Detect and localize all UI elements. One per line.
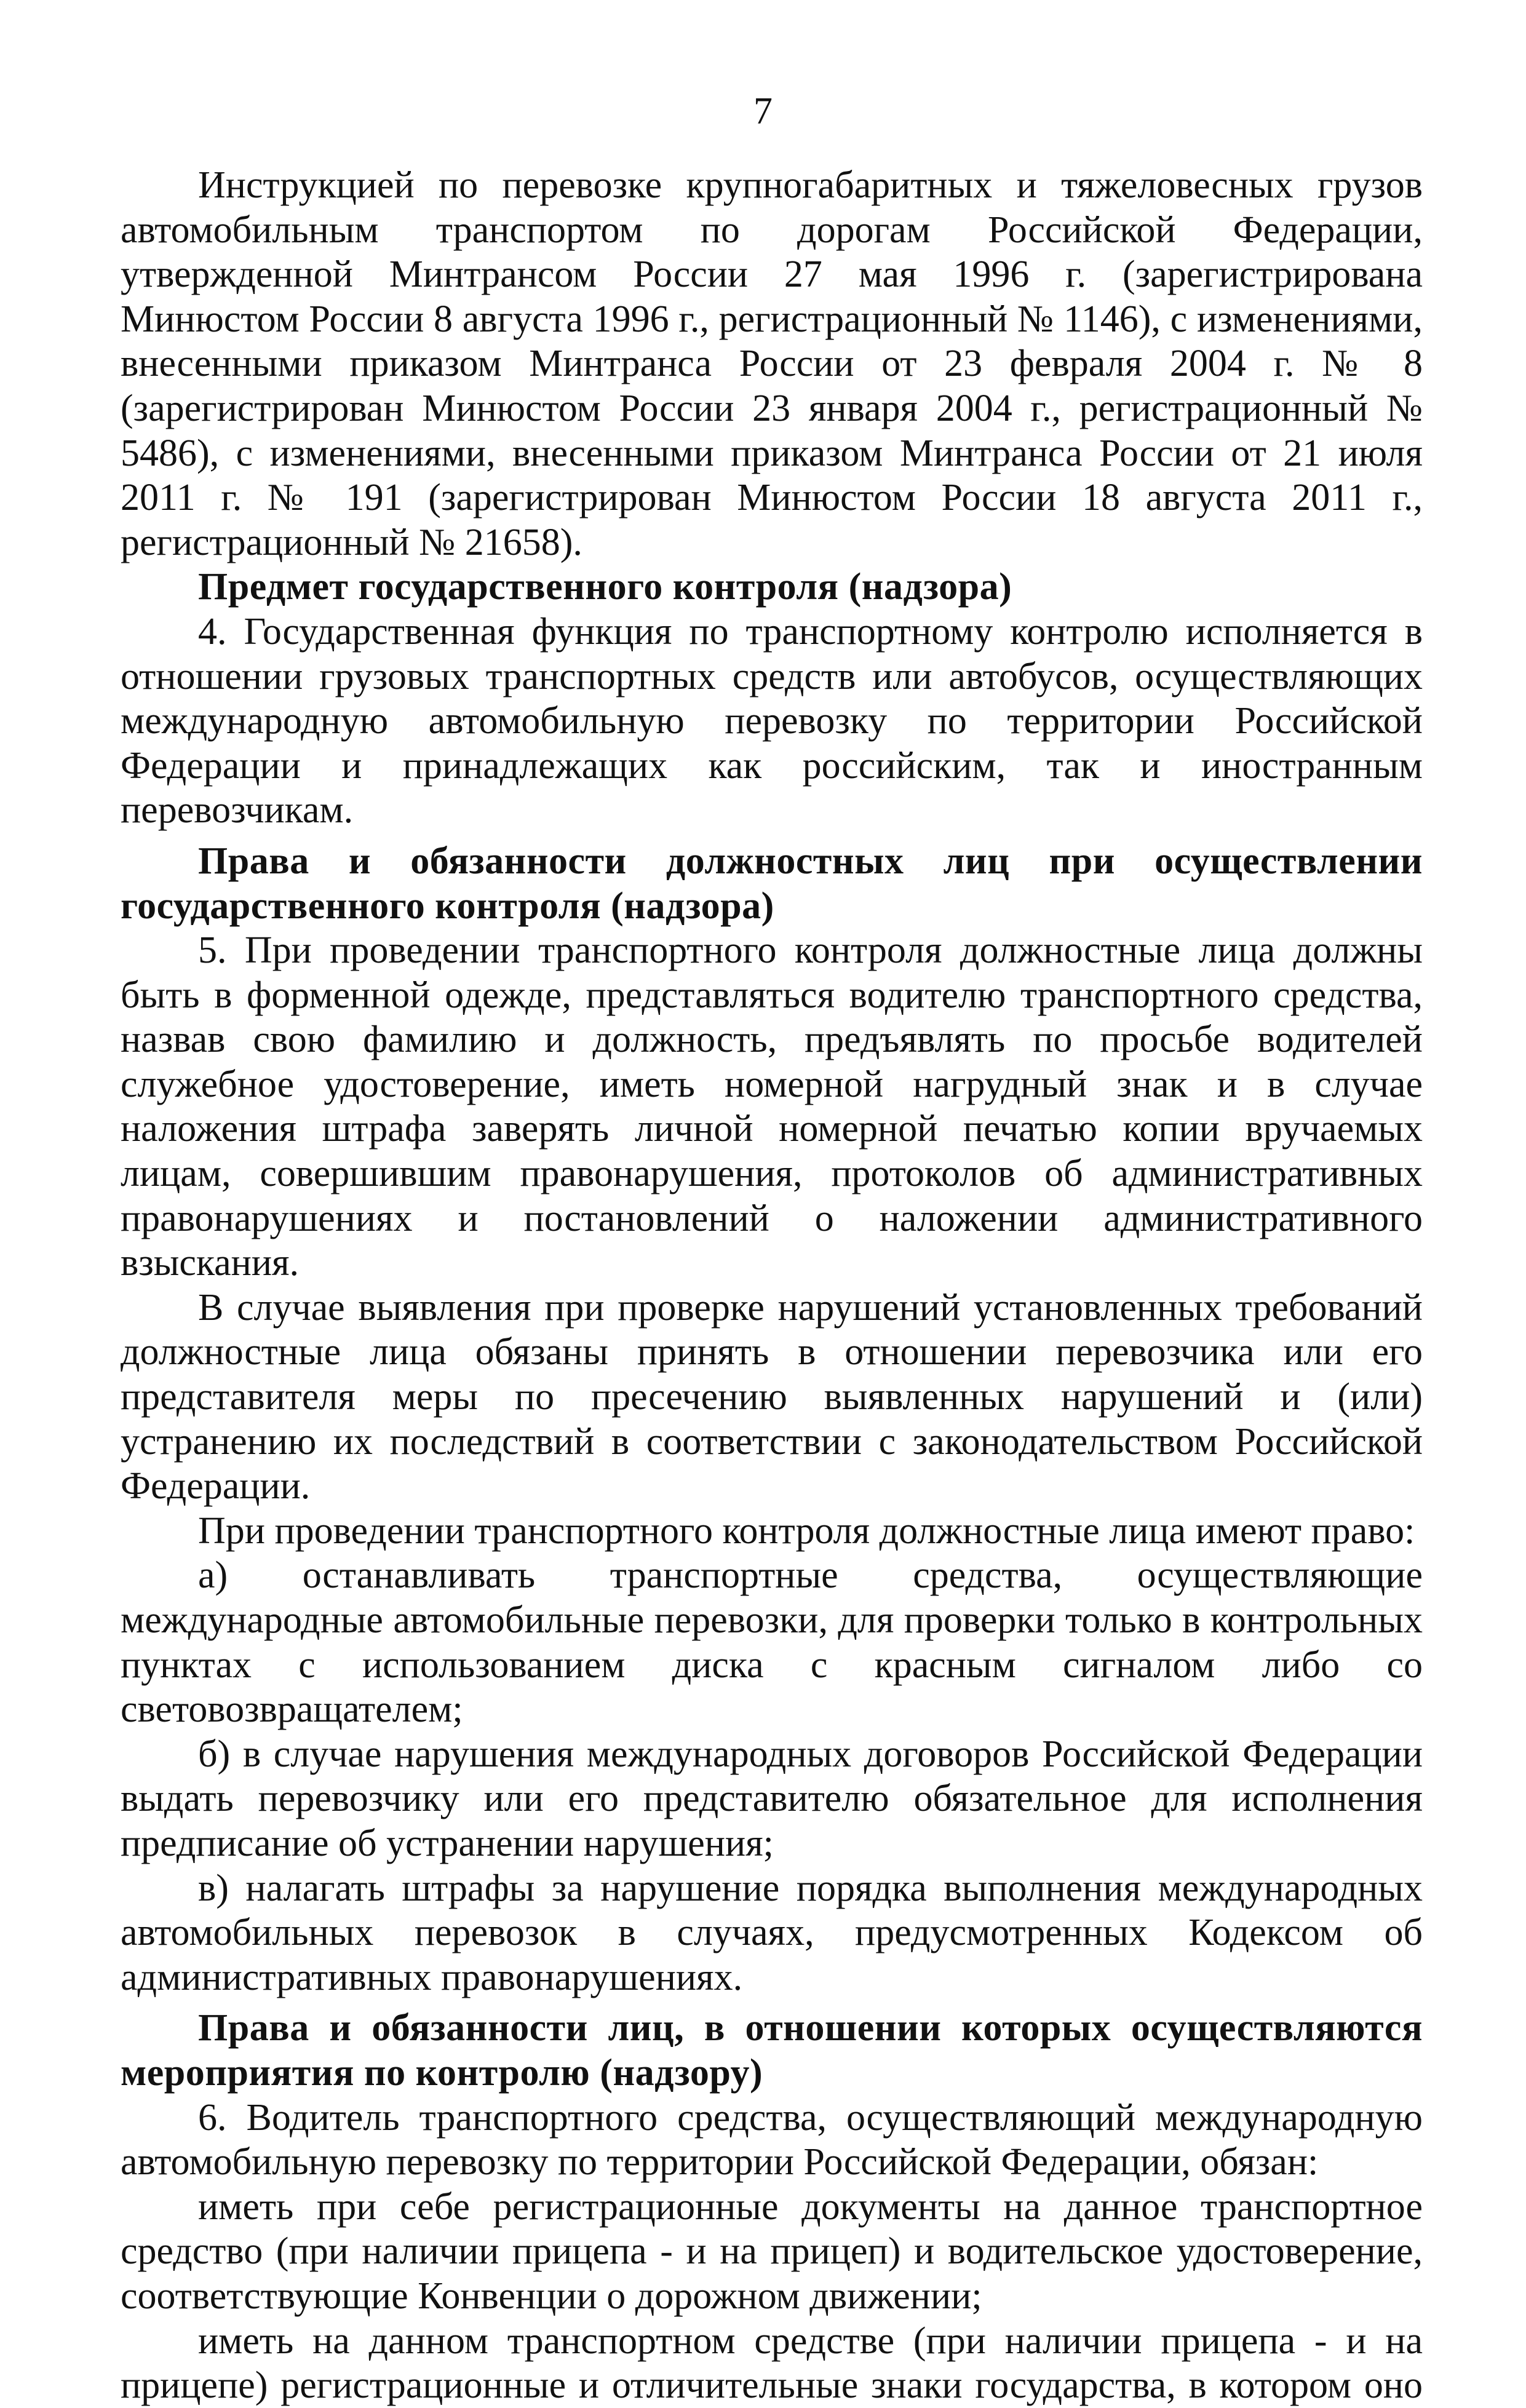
paragraph-5-officials-uniform: 5. При проведении транспортного контроля должностные лица должны быть в форменной одежде, представляться водителю транспортного средства, назвав свою фамилию и должность, предъявлять по просьбе водителей служебное удостоверение, иметь номерной нагрудный знак и в случае наложения штрафа заверять личной номерной печатью копии вручаемых лицам, совершившим правонарушения, протоколов об административных правонарушениях и постановлений о наложении административного взыскания. bbox=[121, 929, 1423, 1284]
list-item-a-stop-vehicles: а) останавливать транспортные средства, осуществляющие международные автомобильные перевозки, для проверки только в контрольных пунктах с использованием диска с красным сигналом либо со световозвращателем; bbox=[121, 1554, 1423, 1731]
document-body bbox=[121, 163, 1423, 2408]
page-number: 7 bbox=[753, 90, 773, 132]
paragraph-registration-signs: иметь на данном транспортном средстве (при наличии прицепа - и на прицепе) регистрационные и отличительные знаки государства, в котором оно bbox=[121, 2319, 1423, 2407]
paragraph-officials-rights-intro: При проведении транспортного контроля должностные лица имеют право: bbox=[198, 1509, 1415, 1552]
heading-subject-of-control: Предмет государственного контроля (надзора) bbox=[198, 566, 1012, 608]
paragraph-instruction-reference: Инструкцией по перевозке крупногабаритных и тяжеловесных грузов автомобильным транспортом по дорогам Российской Федерации, утвержденной Минтрансом России 27 мая 1996 г. (зарегистрирована Минюстом России 8 августа 1996 г., регистрационный № 1146), с изменениями, внесенными приказом Минтранса России от 23 февраля 2004 г. № 8 (зарегистрирован Минюстом России 23 января 2004 г., регистрационный № 5486), с изменениями, внесенными приказом Минтранса России от 21 июля 2011 г. № 191 (зарегистрирован Минюстом России 18 августа 2011 г., регистрационный № 21658). bbox=[121, 164, 1423, 563]
paragraph-6-driver-obligations: 6. Водитель транспортного средства, осуществляющий международную автомобильную перевозку по территории Российской Федерации, обязан: bbox=[121, 2096, 1423, 2183]
list-item-b-issue-order: б) в случае нарушения международных договоров Российской Федерации выдать перевозчику или его представителю обязательное для исполнения предписание об устранении нарушения; bbox=[121, 1733, 1423, 1864]
paragraph-violations-measures: В случае выявления при проверке нарушений установленных требований должностные лица обязаны принять в отношении перевозчика или его представителя меры по пресечению выявленных нарушений и (или) устранению их последствий в соответствии с законодательством Российской Федерации. bbox=[121, 1286, 1423, 1508]
heading-controlled-persons-rights-duties: Права и обязанности лиц, в отношении которых осуществляются мероприятия по контролю (надзору) bbox=[121, 2007, 1423, 2094]
list-item-c-impose-fines: в) налагать штрафы за нарушение порядка выполнения международных автомобильных перевозок в случаях, предусмотренных Кодексом об административных правонарушениях. bbox=[121, 1867, 1423, 1998]
paragraph-4-state-function: 4. Государственная функция по транспортному контролю исполняется в отношении грузовых транспортных средств или автобусов, осуществляющих международную автомобильную перевозку по территории Российской Федерации и принадлежащих как российским, так и иностранным перевозчикам. bbox=[121, 610, 1423, 832]
paragraph-registration-documents: иметь при себе регистрационные документы на данное транспортное средство (при наличии прицепа - и на прицеп) и водительское удостоверение, соответствующие Конвенции о дорожном движении; bbox=[121, 2185, 1423, 2317]
heading-officials-rights-duties: Права и обязанности должностных лиц при осуществлении государственного контроля (надзора) bbox=[121, 840, 1423, 927]
